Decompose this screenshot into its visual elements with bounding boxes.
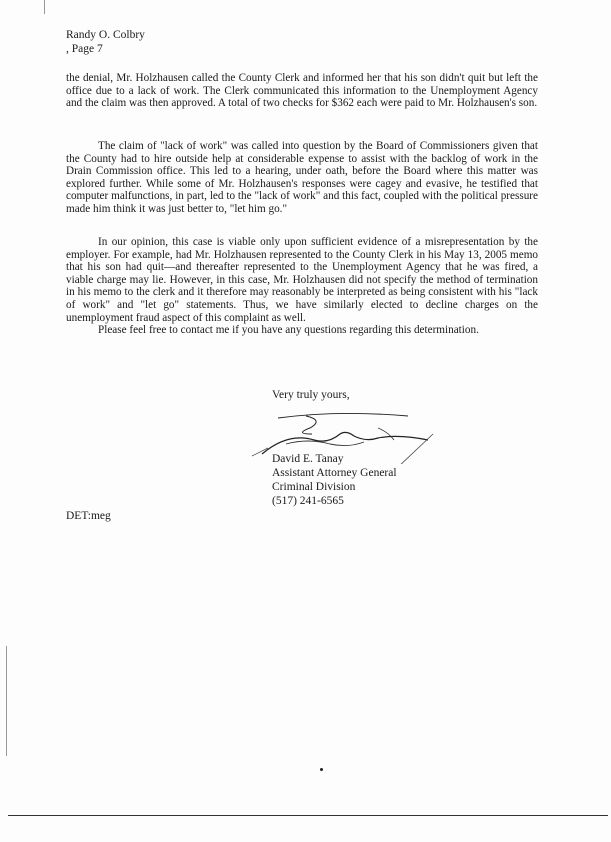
signer-phone: (517) 241-6565 (272, 495, 344, 507)
recipient-name: Randy O. Colbry (66, 29, 145, 41)
signature-block (272, 452, 397, 508)
body-paragraph-2: The claim of "lack of work" was called into question by the Board of Commissioners given that the County had to hire outside help at considerable expense to assist with the backlog of work in the Drain Commission office. This led to a hearing, under oath, before the Board where this matter was explored further. While some of Mr. Holzhausen's responses were cagey and evasive, he testified that computer malfunctions, in part, led to the "lack of work" and this fact, coupled with the political pressure made him think it was just better to, "let him go." (66, 140, 538, 215)
page-number: , Page 7 (66, 43, 103, 55)
body-paragraph-3: In our opinion, this case is viable only upon sufficient evidence of a misrepresentation by the employer. For example, had Mr. Holzhausen represented to the County Clerk in his May 13, 2005 memo that his son had quit—and thereafter represented to the Unemployment Agency that he was fired, a viable charge may lie. However, in this case, Mr. Holzhausen did not specify the method of termination in his memo to the clerk and it therefore may reasonably be interpreted as being consistent with his "lack of work" and "let go" statements. Thus, we have similarly elected to decline charges on the unemployment fraud aspect of this complaint as well. (66, 236, 538, 324)
typist-initials: DET:meg (66, 510, 111, 522)
closing-salutation: Very truly yours, (272, 389, 350, 401)
body-paragraph-1: the denial, Mr. Holzhausen called the County Clerk and informed her that his son didn't quit but left the office due to a lack of work. The Clerk communicated this information to the Unemployment Agency and the claim was then approved. A total of two checks for $362 each were paid to Mr. Holzhausen's son. (66, 72, 538, 110)
letter-header (66, 28, 145, 56)
scan-speck (320, 768, 323, 771)
scan-edge (6, 646, 7, 756)
signer-division: Criminal Division (272, 481, 356, 493)
body-paragraph-4: Please feel free to contact me if you have any questions regarding this determination. (98, 324, 479, 336)
bottom-rule (8, 815, 608, 816)
signer-title: Assistant Attorney General (272, 467, 397, 479)
signer-name: David E. Tanay (272, 453, 344, 465)
scan-mark (44, 0, 45, 14)
